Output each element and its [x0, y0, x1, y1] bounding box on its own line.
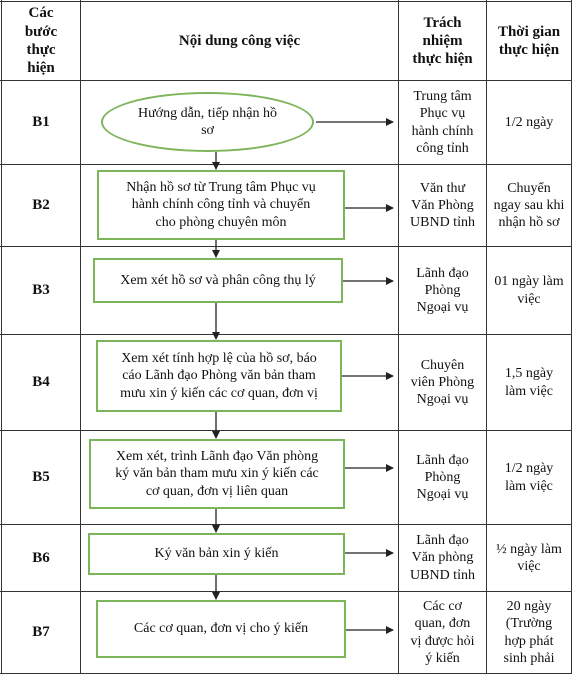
flow-node: Xem xét tính hợp lệ của hồ sơ, báo cáo Lãnh đạo Phòng văn bản tham mưu xin ý kiến các cơ quan, đơn vị	[96, 340, 342, 412]
responsible-cell: Trung tâm Phục vụ hành chính công tỉnh	[411, 89, 474, 156]
time-cell: Chuyển ngay sau khi nhận hồ sơ	[493, 180, 565, 231]
time-cell: 20 ngày (Trường hợp phát sinh phải	[503, 599, 555, 666]
flow-node: Nhận hồ sơ từ Trung tâm Phục vụ hành chính công tỉnh và chuyển cho phòng chuyên môn	[97, 170, 345, 240]
step-label: B1	[32, 114, 50, 131]
step-label: B7	[32, 624, 50, 641]
header-time: Thời gian thực hiện	[497, 23, 561, 58]
header-content: Nội dung công việc	[178, 32, 301, 49]
responsible-cell: Lãnh đạo Phòng Ngoại vụ	[416, 265, 469, 316]
time-cell: 1/2 ngày	[504, 114, 554, 130]
responsible-cell: Chuyên viên Phòng Ngoại vụ	[410, 357, 475, 408]
time-cell: 1/2 ngày làm việc	[504, 461, 554, 494]
step-label: B6	[32, 549, 50, 566]
step-label: B4	[32, 374, 50, 391]
responsible-cell: Văn thư Văn Phòng UBND tỉnh	[410, 180, 475, 231]
responsible-cell: Lãnh đạo Văn phòng UBND tỉnh	[410, 533, 475, 583]
step-label: B5	[32, 469, 50, 486]
responsible-cell: Lãnh đạo Phòng Ngoại vụ	[416, 452, 469, 503]
time-cell: 01 ngày làm việc	[494, 274, 564, 307]
step-label: B3	[32, 282, 50, 299]
flow-node: Các cơ quan, đơn vị cho ý kiến	[96, 600, 346, 658]
flow-node: Xem xét hồ sơ và phân công thụ lý	[93, 258, 343, 303]
header-responsibility: Trách nhiệm thực hiện	[412, 14, 473, 68]
flow-node: Ký văn bản xin ý kiến	[88, 533, 345, 575]
flow-node-start: Hướng dẫn, tiếp nhận hồ sơ	[101, 92, 314, 152]
step-label: B2	[32, 197, 50, 214]
time-cell: 1,5 ngày làm việc	[504, 366, 554, 399]
flow-node: Xem xét, trình Lãnh đạo Văn phòng ký văn bản tham mưu xin ý kiến các cơ quan, đơn vị liên quan	[89, 439, 345, 509]
time-cell: ½ ngày làm việc	[496, 541, 562, 574]
responsible-cell: Các cơ quan, đơn vị được hỏi ý kiến	[410, 599, 475, 666]
header-steps: Các bước thực hiện	[24, 5, 58, 77]
